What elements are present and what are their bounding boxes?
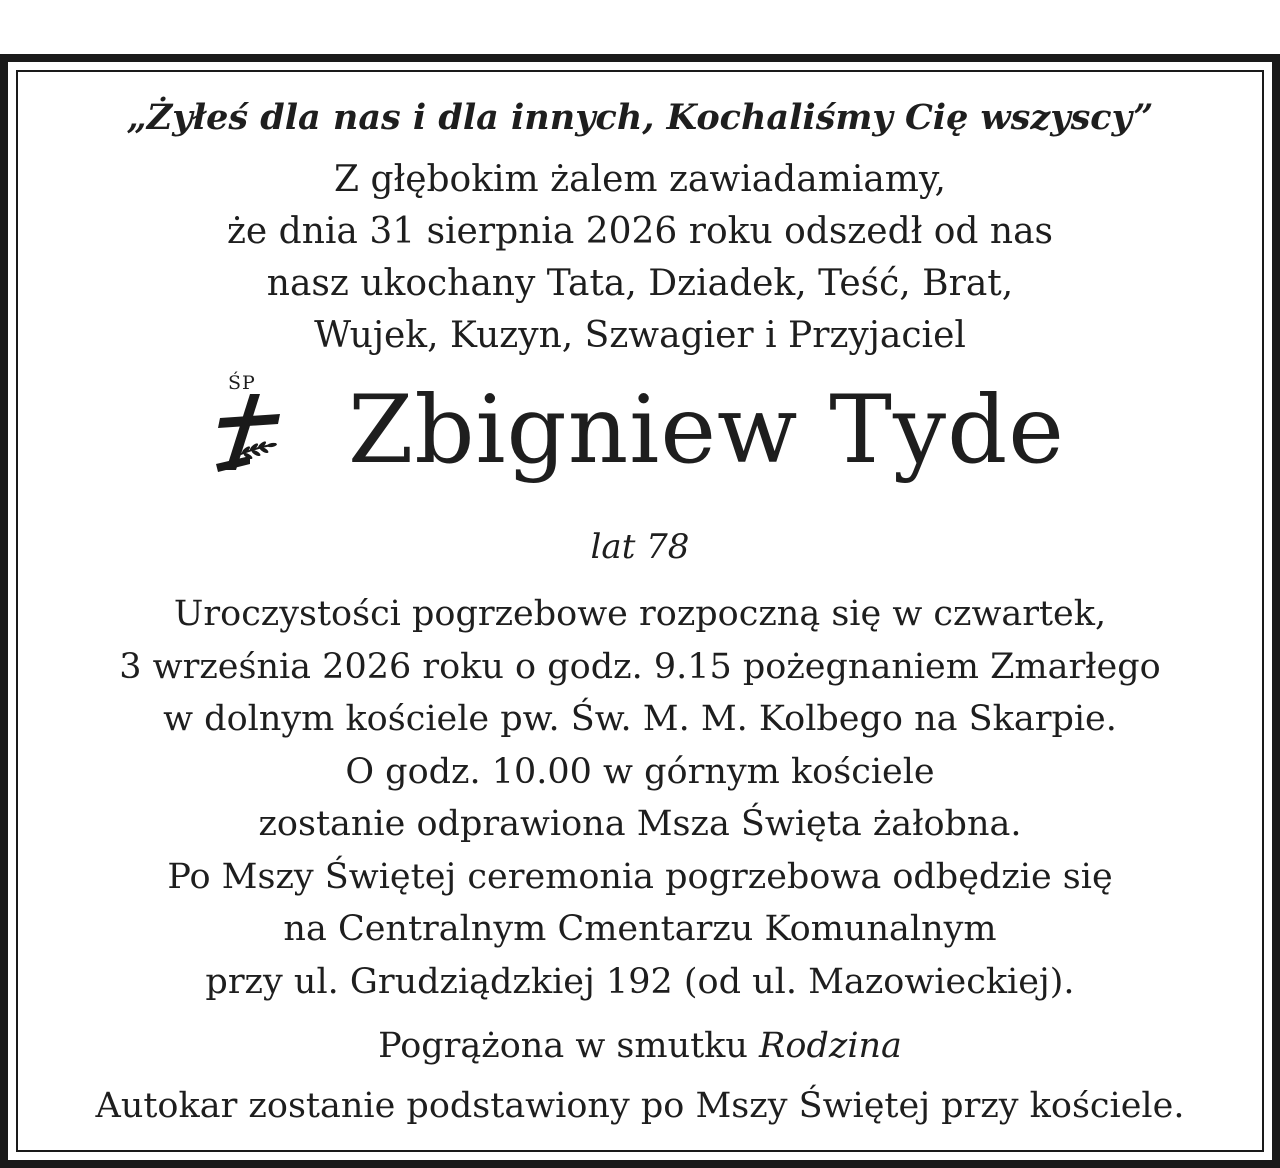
- intro-line: nasz ukochany Tata, Dziadek, Teść, Brat,: [266, 263, 1014, 304]
- funeral-line: O godz. 10.00 w górnym kościele: [345, 751, 935, 792]
- funeral-line: zostanie odprawiona Msza Święta żałobna.: [258, 804, 1022, 844]
- intro-line: Z głębokim żalem zawiadamiamy,: [334, 159, 946, 200]
- bus-note: Autokar zostanie podstawiony po Mszy Świętej przy kościele.: [95, 1086, 1185, 1126]
- announcement-intro: [18, 154, 1262, 362]
- obituary-notice: [18, 72, 1262, 1150]
- funeral-line: na Centralnym Cmentarzu Komunalnym: [283, 909, 997, 949]
- signature-prefix: Pogrążona w smutku: [378, 1026, 760, 1066]
- deceased-name-row: [18, 372, 1262, 502]
- deceased-age: lat 78: [590, 527, 690, 567]
- funeral-details: [18, 588, 1262, 1008]
- motto-quote: „Żyłeś dla nas i dla innych, Kochaliśmy Cię wszyscy”: [126, 97, 1154, 138]
- funeral-line: w dolnym kościele pw. Św. M. M. Kolbego na Skarpie.: [163, 699, 1117, 739]
- funeral-line: 3 września 2026 roku o godz. 9.15 pożegnaniem Zmarłego: [119, 646, 1161, 687]
- funeral-line: Uroczystości pogrzebowe rozpoczną się w czwartek,: [173, 594, 1107, 634]
- funeral-line: przy ul. Grudziądzkiej 192 (od ul. Mazowieckiej).: [205, 961, 1075, 1002]
- honorific-label: ŚP: [228, 372, 256, 394]
- family-signature: [18, 1020, 1262, 1072]
- funeral-line: Po Mszy Świętej ceremonia pogrzebowa odbędzie się: [167, 856, 1113, 897]
- cross-block: [206, 372, 296, 482]
- signature-family: Rodzina: [759, 1026, 902, 1066]
- intro-line: Wujek, Kuzyn, Szwagier i Przyjaciel: [314, 315, 966, 356]
- deceased-name: Zbigniew Tyde: [348, 376, 1065, 485]
- cross-with-palm-icon: [206, 390, 296, 474]
- intro-line: że dnia 31 sierpnia 2026 roku odszedł od nas: [226, 211, 1054, 252]
